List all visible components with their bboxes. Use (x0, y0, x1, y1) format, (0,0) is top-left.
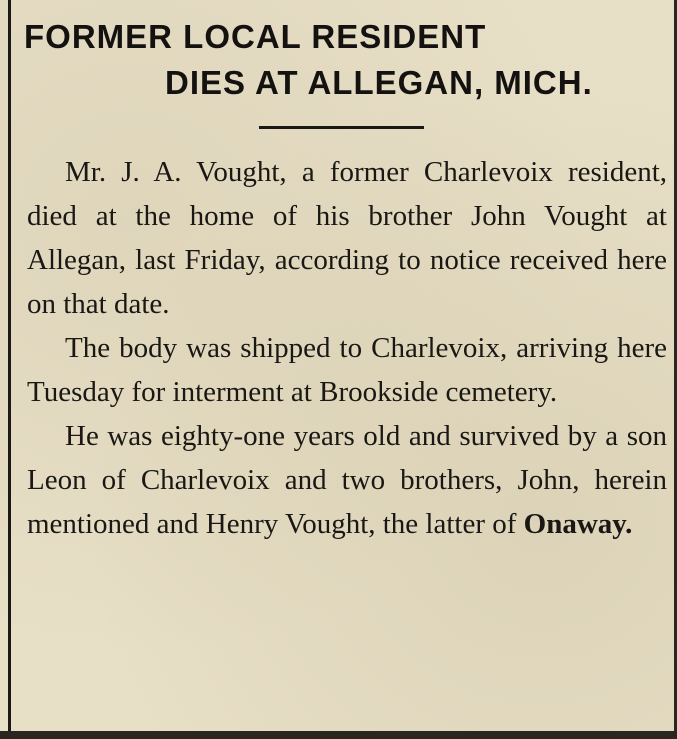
paragraph-3 (27, 414, 667, 546)
paragraph-3-text: He was eighty-one years old and survived by a son Leon of Charlevoix and two brothers, John, herein mentioned and Henry Vought, the latter of (27, 420, 667, 540)
headline-line-1: FORMER LOCAL RESIDENT (24, 18, 487, 55)
paragraph-1: Mr. J. A. Vought, a former Charlevoix resident, died at the home of his brother John Vought at Allegan, last Friday, according to notice received here on that date. (27, 156, 667, 320)
headline-divider (259, 126, 424, 129)
paragraph-2: The body was shipped to Charlevoix, arriving here Tuesday for interment at Brookside cemetery. (27, 332, 667, 408)
clipping-edge-bottom (0, 731, 677, 739)
paragraph-3-place: Onaway. (523, 508, 633, 540)
article-body (27, 150, 667, 546)
headline-line-2: DIES AT ALLEGAN, MICH. (165, 64, 593, 101)
column-rule (8, 0, 11, 739)
